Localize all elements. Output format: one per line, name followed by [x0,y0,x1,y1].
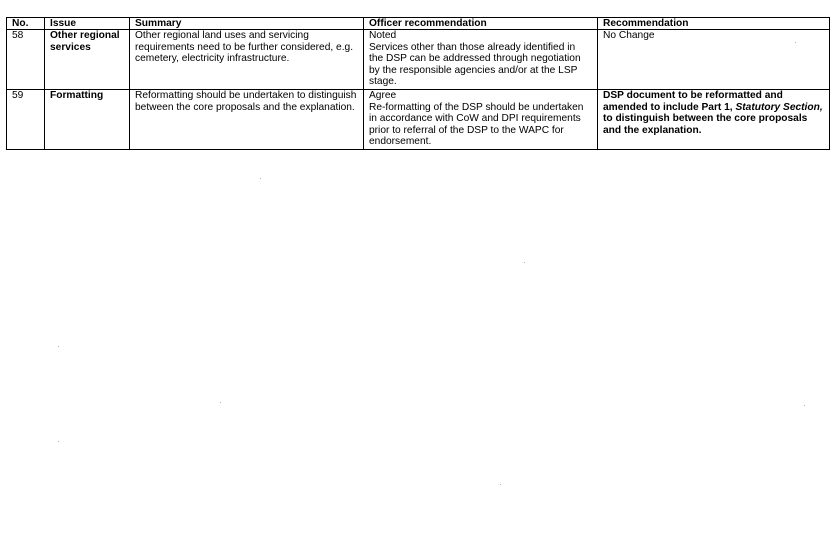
row-summary: Reformatting should be undertaken to distinguish between the core proposals and the explanation. [130,90,364,150]
scan-speck [500,484,501,485]
row-recommendation: No Change [598,30,830,90]
scan-speck [220,402,221,403]
recommendation-text-italic: Statutory Section, [735,101,823,113]
recommendations-table [6,17,830,150]
row-issue: Other regional services [45,30,130,90]
row-number: 59 [7,90,45,150]
scan-speck [804,405,805,406]
officer-status: Agree [369,90,397,101]
scan-speck [58,346,59,347]
header-no: No. [7,18,45,30]
row-issue: Formatting [45,90,130,150]
row-recommendation [598,90,830,150]
header-officer-recommendation: Officer recommendation [364,18,598,30]
officer-text: Services other than those already identified in the DSP can be addressed through negotiation by the responsible agencies and/or at the LSP stage. [369,41,581,88]
table-header-row [7,18,830,30]
table-row [7,30,830,90]
header-summary: Summary [130,18,364,30]
header-recommendation: Recommendation [598,18,830,30]
row-officer-recommendation [364,90,598,150]
recommendation-text-part2: to distinguish between the core proposals and the explanation. [603,113,808,136]
row-number: 58 [7,30,45,90]
scan-speck [58,441,59,442]
officer-text: Re-formatting of the DSP should be undertaken in accordance with CoW and DPI requirements prior to referral of the DSP to the WAPC for endorsement. [369,101,584,148]
officer-status: Noted [369,30,397,41]
header-issue: Issue [45,18,130,30]
row-summary: Other regional land uses and servicing requirements need to be further considered, e.g. cemetery, electricity infrastructure. [130,30,364,90]
scan-speck [260,178,261,179]
recommendation-text-part1: DSP document to be reformatted and amended to include Part 1, [603,90,783,113]
row-officer-recommendation [364,30,598,90]
scan-speck [795,42,796,43]
table-row [7,90,830,150]
scan-speck [524,262,525,263]
